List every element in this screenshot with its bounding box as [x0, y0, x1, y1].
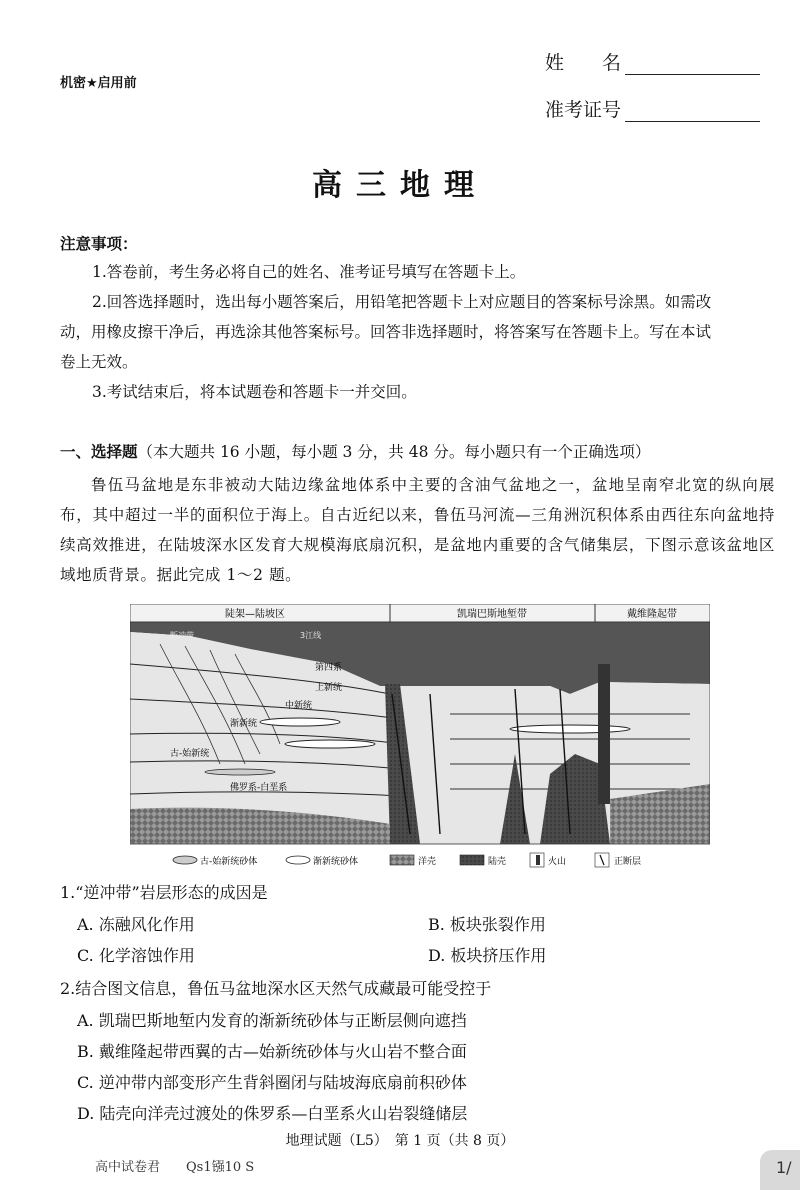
section-title: 一、选择题: [60, 443, 138, 461]
ticket-line: [625, 99, 760, 122]
question-option: A. 冻融风化作用: [77, 915, 195, 934]
section-heading: [60, 440, 770, 462]
question-option: C. 化学溶蚀作用: [77, 946, 195, 965]
name-field: [545, 48, 760, 75]
legend-swatch: [536, 855, 540, 865]
question-option: D. 板块挤压作用: [428, 946, 547, 965]
question-option: D. 陆壳向洋壳过渡处的侏罗系—白垩系火山岩裂缝储层: [77, 1104, 468, 1123]
zone-bar: [130, 604, 710, 622]
notice-heading: 注意事项：: [60, 235, 138, 253]
name-label: 姓 名: [545, 52, 622, 74]
stratum-label: 佛罗系-白垩系: [230, 783, 288, 793]
question-option: B. 戴维隆起带西翼的古—始新统砂体与火山岩不整合面: [77, 1042, 467, 1061]
notice-item: 3.考试结束后，将本试题卷和答题卡一并交回。: [92, 383, 417, 401]
ticket-field: [545, 95, 760, 122]
page-title: 高三地理: [312, 168, 488, 203]
oligocene-sand: [260, 718, 340, 726]
geology-figure: [130, 604, 710, 874]
notice-item: 动，用橡皮擦干净后，再选涂其他答案标号。回答非选择题时，将答案写在答题卡上。写在本试: [60, 323, 712, 341]
legend-label: 古-始新统砂体: [200, 857, 258, 867]
zone-label: 戴维隆起带: [627, 609, 677, 620]
legend-label: 洋壳: [418, 857, 437, 867]
legend-swatch: [286, 856, 310, 864]
question-option: A. 凯瑞巴斯地堑内发育的渐新统砂体与正断层侧向遮挡: [77, 1011, 467, 1030]
legend-swatch: [460, 855, 484, 865]
top-label: 断冲带: [170, 631, 194, 640]
legend-label: 陆壳: [488, 857, 507, 867]
volcano: [598, 664, 610, 804]
legend-label: 正断层: [614, 857, 642, 867]
stratum-label: 渐新统: [230, 719, 258, 729]
stratum-label: 第四系: [315, 663, 343, 673]
oligocene-sand: [285, 740, 375, 748]
stratum-label: 中新统: [285, 701, 313, 711]
watermark-text: 高中试卷君 Qs1镪10 S: [95, 1160, 255, 1175]
ticket-label: 准考证号: [545, 99, 622, 121]
legend-label: 渐新统砂体: [313, 857, 359, 867]
question-stem: 1.“逆冲带”岩层形态的成因是: [60, 883, 268, 902]
notice-item: 卷上无效。: [60, 353, 138, 371]
question-stem: 2.结合图文信息，鲁伍马盆地深水区天然气成藏最可能受控于: [60, 979, 492, 998]
paleo-eocene-sand: [205, 769, 275, 775]
top-label: 3江线: [300, 631, 322, 640]
figure-legend: [173, 853, 641, 867]
notice-item: 1.答卷前，考生务必将自己的姓名、准考证号填写在答题卡上。: [92, 263, 526, 281]
zone-label: 陡架—陆坡区: [225, 609, 285, 620]
legend-swatch: [173, 856, 197, 864]
stratum-label: 上新统: [315, 683, 343, 693]
page-corner-tab: 1/: [760, 1150, 800, 1190]
secret-label: 机密★启用前: [60, 76, 137, 91]
question-option: C. 逆冲带内部变形产生背斜圈闭与陆坡海底扇前积砂体: [77, 1073, 467, 1092]
section-note: （本大题共 16 小题，每小题 3 分，共 48 分。每小题只有一个正确选项）: [137, 443, 651, 461]
question-option: B. 板块张裂作用: [428, 915, 546, 934]
stratum-label: 古-始新统: [170, 749, 210, 759]
legend-swatch: [390, 855, 414, 865]
notice-item: 2.回答选择题时，选出每小题答案后，用铅笔把答题卡上对应题目的答案标号涂黑。如需改: [92, 293, 712, 311]
legend-label: 火山: [548, 857, 567, 867]
page-footer: 地理试题（L5） 第 1 页（共 8 页）: [285, 1133, 515, 1149]
zone-label: 凯瑞巴斯地堑带: [457, 609, 527, 620]
name-line: [625, 52, 760, 75]
passage-text: 鲁伍马盆地是东非被动大陆边缘盆地体系中主要的含油气盆地之一，盆地呈南窄北宽的纵向展布，其中超过一半的面积位于海上。自古近纪以来，鲁伍马河流—三角洲沉积体系由西往东向盆地持续高效推进，在陆坡深水区发育大规模海底扇沉积，是盆地内重要的含气储集层，下图示意该盆地区域地质背景。据此完成 1～2 题。: [60, 476, 775, 584]
oligocene-sand: [510, 725, 630, 733]
